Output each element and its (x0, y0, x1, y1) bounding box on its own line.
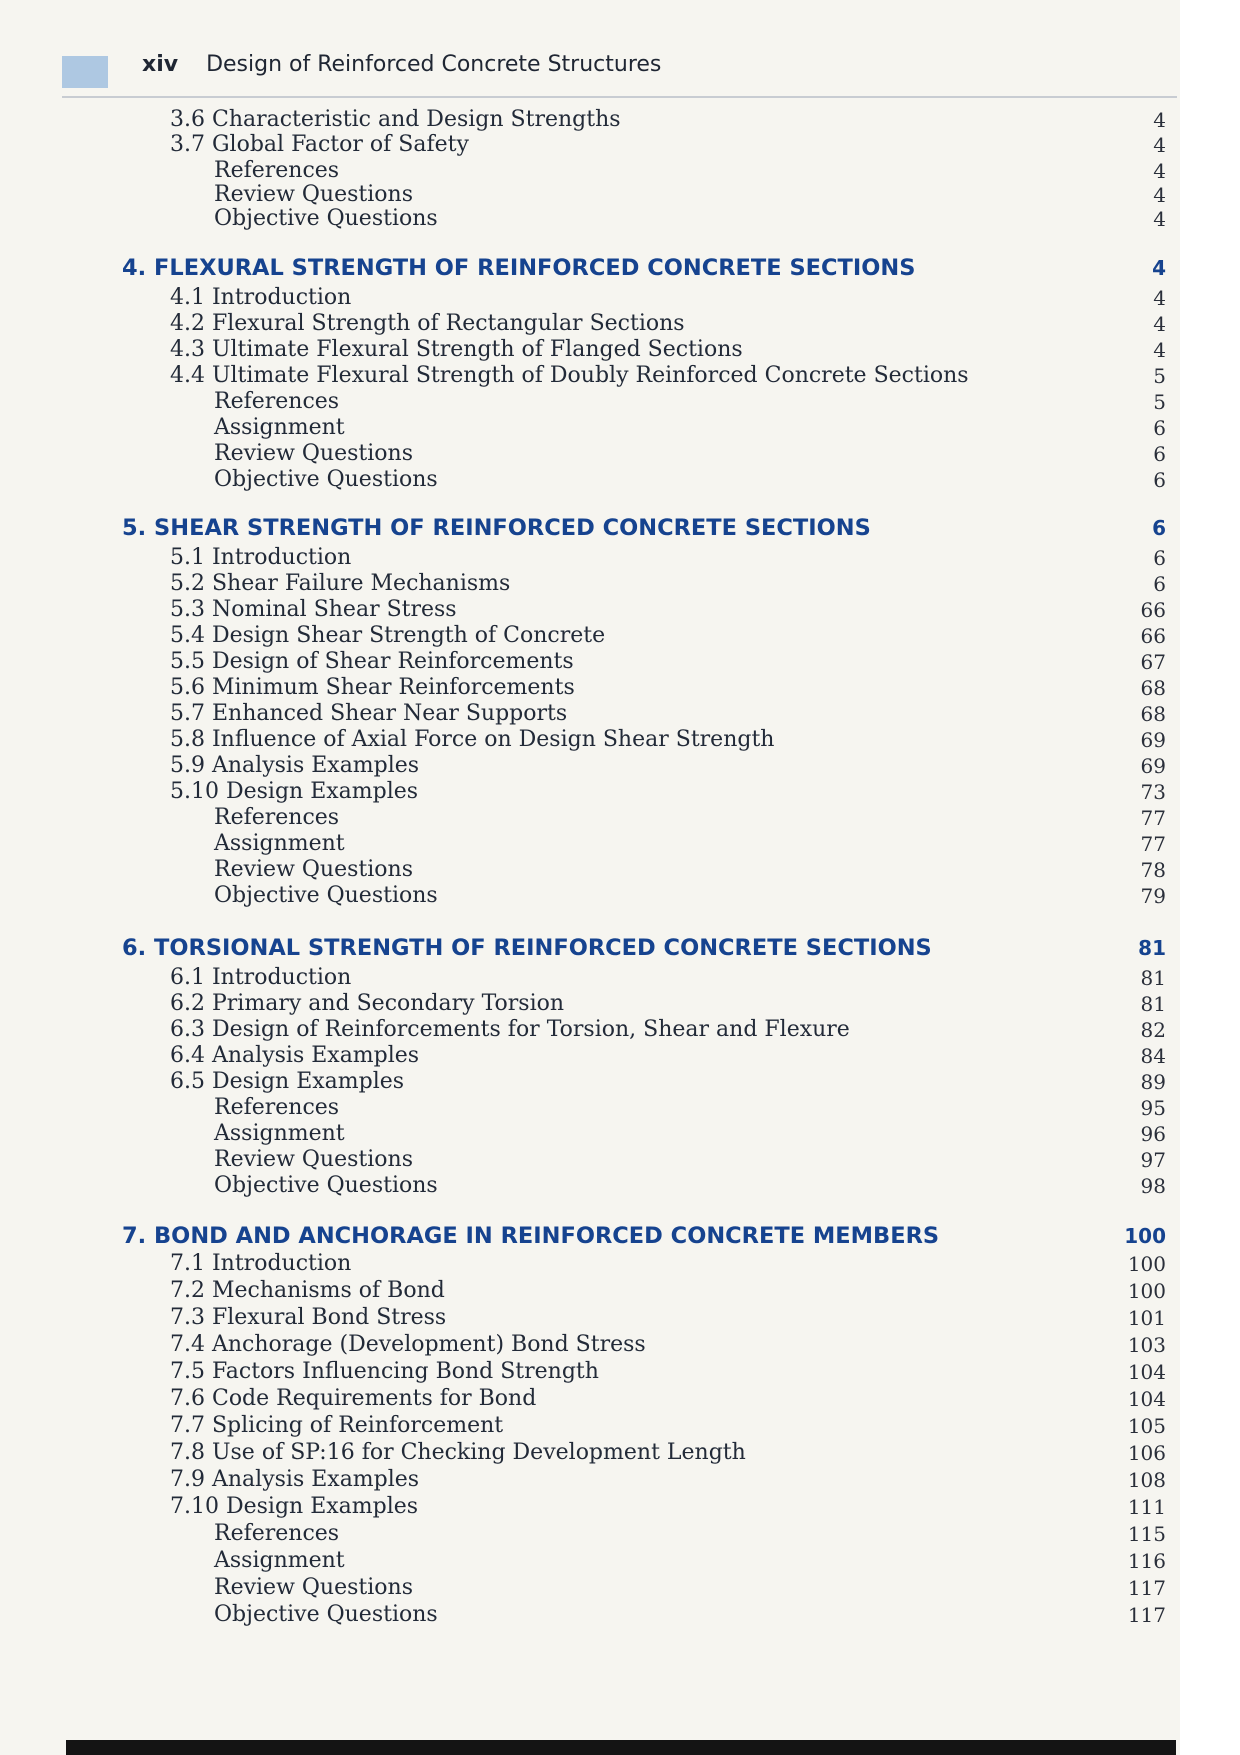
toc-entry (0, 131, 1180, 159)
toc-entry (0, 466, 1180, 494)
toc-entry (0, 648, 1180, 676)
toc-entry-page: 77 (1140, 832, 1166, 856)
toc-entry-page: 4 (1153, 312, 1166, 336)
toc-entry-page: 6 (1153, 572, 1166, 596)
toc-entry-title: 7.3 Flexural Bond Stress (170, 1305, 447, 1330)
toc-entry (0, 1250, 1180, 1278)
toc-entry-title: 6.4 Analysis Examples (170, 1043, 420, 1068)
toc-entry (0, 1520, 1180, 1548)
toc-entry-title: 6.1 Introduction (170, 965, 352, 990)
toc-entry-title: 7. BOND AND ANCHORAGE IN REINFORCED CONCRETE MEMBERS (122, 1223, 940, 1249)
toc-entry-title: 5.3 Nominal Shear Stress (170, 597, 457, 622)
header-rule (62, 96, 1177, 98)
toc-entry-title: Review Questions (214, 857, 413, 882)
toc-entry-page: 89 (1140, 1070, 1166, 1094)
toc-entry-page: 4 (1153, 207, 1166, 231)
toc-entry-title: 7.2 Mechanisms of Bond (170, 1278, 445, 1303)
toc-entry-page: 69 (1140, 728, 1166, 752)
toc-entry (0, 414, 1180, 442)
toc-entry-title: 5.2 Shear Failure Mechanisms (170, 571, 511, 596)
toc-entry-page: 6 (1153, 468, 1166, 492)
toc-entry (0, 1547, 1180, 1575)
toc-entry-page: 104 (1127, 1387, 1166, 1411)
running-header (142, 52, 661, 77)
toc-entry-title: Assignment (214, 415, 345, 440)
toc-entry-page: 79 (1140, 884, 1166, 908)
toc-entry-title: 7.9 Analysis Examples (170, 1467, 420, 1492)
toc-entry (0, 336, 1180, 364)
toc-entry (0, 1574, 1180, 1602)
toc-entry-title: 4.3 Ultimate Flexural Strength of Flanged Sections (170, 337, 743, 362)
toc-entry-page: 4 (1152, 256, 1166, 280)
toc-entry (0, 1358, 1180, 1386)
toc-entry-page: 96 (1140, 1122, 1166, 1146)
toc-entry-title: Objective Questions (214, 467, 438, 492)
toc-entry-page: 115 (1127, 1522, 1166, 1546)
toc-entry-page: 106 (1127, 1441, 1166, 1465)
toc-entry-page: 77 (1140, 806, 1166, 830)
toc-entry-title: 5.10 Design Examples (170, 779, 419, 804)
toc-entry-page: 4 (1153, 108, 1166, 132)
toc-entry-page: 73 (1140, 780, 1166, 804)
toc-entry-page: 81 (1138, 936, 1166, 960)
toc-entry-title: Assignment (214, 831, 345, 856)
toc-entry-page: 6 (1153, 416, 1166, 440)
toc-entry-title: Assignment (214, 1548, 345, 1573)
toc-entry-title: 6.2 Primary and Secondary Torsion (170, 991, 565, 1016)
toc-entry-title: 6.3 Design of Reinforcements for Torsion, Shear and Flexure (170, 1017, 850, 1042)
toc-entry-page: 81 (1140, 966, 1166, 990)
toc-entry-page: 105 (1127, 1414, 1166, 1438)
toc-entry-title: Assignment (214, 1121, 345, 1146)
toc-entry-title: 6. TORSIONAL STRENGTH OF REINFORCED CONCRETE SECTIONS (122, 935, 932, 961)
toc-entry-title: 3.6 Characteristic and Design Strengths (170, 107, 621, 132)
toc-entry (0, 674, 1180, 702)
toc-entry (0, 1042, 1180, 1070)
toc-entry-title: 4.4 Ultimate Flexural Strength of Doubly Reinforced Concrete Sections (170, 363, 969, 388)
toc-entry-page: 6 (1153, 546, 1166, 570)
page-bottom-edge (66, 1740, 1176, 1755)
toc-entry-page: 100 (1127, 1252, 1166, 1276)
toc-entry-page: 4 (1153, 338, 1166, 362)
toc-entry-title: 5.6 Minimum Shear Reinforcements (170, 675, 575, 700)
toc-chapter-entry (0, 254, 1180, 282)
toc-entry (0, 1331, 1180, 1359)
toc-entry (0, 284, 1180, 312)
toc-entry (0, 205, 1180, 233)
toc-entry (0, 1466, 1180, 1494)
toc-entry-page: 78 (1140, 858, 1166, 882)
toc-entry-title: Review Questions (214, 1575, 413, 1600)
toc-entry (0, 856, 1180, 884)
toc-entry (0, 1601, 1180, 1629)
toc-entry-page: 66 (1140, 598, 1166, 622)
toc-entry (0, 106, 1180, 134)
toc-entry (0, 1412, 1180, 1440)
toc-entry (0, 1172, 1180, 1200)
toc-entry (0, 440, 1180, 468)
toc-entry-title: 5.4 Design Shear Strength of Concrete (170, 623, 606, 648)
toc-entry-page: 4 (1153, 133, 1166, 157)
toc-entry-title: 7.7 Splicing of Reinforcement (170, 1413, 504, 1438)
toc-entry-page: 82 (1140, 1018, 1166, 1042)
toc-entry-page: 116 (1127, 1549, 1166, 1573)
toc-entry (0, 1094, 1180, 1122)
toc-entry-title: 6.5 Design Examples (170, 1069, 405, 1094)
toc-entry (0, 804, 1180, 832)
toc-chapter-entry (0, 934, 1180, 962)
toc-entry-title: 5.7 Enhanced Shear Near Supports (170, 701, 568, 726)
toc-entry-page: 68 (1140, 676, 1166, 700)
toc-entry-page: 84 (1140, 1044, 1166, 1068)
page-label: xiv (142, 52, 179, 77)
toc-entry-page: 117 (1127, 1576, 1166, 1600)
toc-chapter-entry (0, 514, 1180, 542)
toc-entry-page: 100 (1124, 1224, 1166, 1248)
toc-entry-page: 5 (1153, 390, 1166, 414)
book-title: Design of Reinforced Concrete Structures (206, 52, 662, 77)
toc-entry (0, 990, 1180, 1018)
toc-entry (0, 1146, 1180, 1174)
toc-entry-page: 69 (1140, 754, 1166, 778)
toc-entry-page: 95 (1140, 1096, 1166, 1120)
toc-entry (0, 310, 1180, 338)
toc-entry-title: Review Questions (214, 441, 413, 466)
toc-entry-page: 68 (1140, 702, 1166, 726)
toc-entry (0, 1304, 1180, 1332)
toc-entry-page: 4 (1153, 183, 1166, 207)
toc-entry-page: 111 (1127, 1495, 1166, 1519)
toc-entry-page: 67 (1140, 650, 1166, 674)
toc-entry (0, 596, 1180, 624)
toc-entry-title: References (214, 1521, 340, 1546)
toc-entry-title: Objective Questions (214, 206, 438, 231)
toc-entry (0, 1016, 1180, 1044)
toc-entry-page: 66 (1140, 624, 1166, 648)
toc-entry-title: Objective Questions (214, 883, 438, 908)
toc-entry-page: 100 (1127, 1279, 1166, 1303)
toc-entry-page: 6 (1152, 516, 1166, 540)
toc-entry (0, 1493, 1180, 1521)
toc-entry-title: 3.7 Global Factor of Safety (170, 132, 469, 157)
toc-entry-title: 7.6 Code Requirements for Bond (170, 1386, 537, 1411)
toc-entry-page: 108 (1127, 1468, 1166, 1492)
toc-entry (0, 830, 1180, 858)
toc-entry-title: 5. SHEAR STRENGTH OF REINFORCED CONCRETE SECTIONS (122, 515, 871, 541)
toc-entry-title: References (214, 158, 340, 183)
toc-entry-page: 6 (1153, 442, 1166, 466)
toc-entry (0, 388, 1180, 416)
toc-entry-page: 117 (1127, 1603, 1166, 1627)
toc-entry-title: References (214, 389, 340, 414)
toc-entry (0, 362, 1180, 390)
toc-entry-page: 4 (1153, 159, 1166, 183)
toc-entry (0, 1068, 1180, 1096)
toc-entry-page: 81 (1140, 992, 1166, 1016)
toc-entry-title: Objective Questions (214, 1602, 438, 1627)
toc-chapter-entry (0, 1222, 1180, 1250)
toc-entry-title: 7.10 Design Examples (170, 1494, 419, 1519)
toc-entry-title: Objective Questions (214, 1173, 438, 1198)
toc-entry (0, 1439, 1180, 1467)
toc-entry (0, 570, 1180, 598)
toc-entry (0, 700, 1180, 728)
toc-entry-page: 104 (1127, 1360, 1166, 1384)
toc-entry-title: 7.5 Factors Influencing Bond Strength (170, 1359, 599, 1384)
header-color-tab (62, 56, 108, 88)
toc-entry-title: 4.1 Introduction (170, 285, 352, 310)
toc-entry-title: 7.4 Anchorage (Development) Bond Stress (170, 1332, 646, 1357)
toc-entry (0, 1385, 1180, 1413)
toc-entry (0, 964, 1180, 992)
toc-entry-title: 7.8 Use of SP:16 for Checking Development Length (170, 1440, 746, 1465)
toc-entry-page: 101 (1127, 1306, 1166, 1330)
toc-entry-title: 4. FLEXURAL STRENGTH OF REINFORCED CONCRETE SECTIONS (122, 255, 916, 281)
toc-entry (0, 544, 1180, 572)
toc-entry-page: 97 (1140, 1148, 1166, 1172)
toc-entry-title: 5.8 Influence of Axial Force on Design Shear Strength (170, 727, 775, 752)
toc-entry-title: 5.5 Design of Shear Reinforcements (170, 649, 574, 674)
toc-entry-page: 4 (1153, 286, 1166, 310)
toc-entry-title: 7.1 Introduction (170, 1251, 352, 1276)
toc-entry (0, 778, 1180, 806)
toc-entry-page: 98 (1140, 1174, 1166, 1198)
scan-margin (1180, 0, 1240, 1755)
toc-entry-title: 5.9 Analysis Examples (170, 753, 420, 778)
toc-entry (0, 752, 1180, 780)
toc-entry-title: 5.1 Introduction (170, 545, 352, 570)
toc-entry (0, 882, 1180, 910)
toc-entry-title: References (214, 805, 340, 830)
toc-entry-page: 5 (1153, 364, 1166, 388)
toc-entry-title: Review Questions (214, 1147, 413, 1172)
toc-entry (0, 726, 1180, 754)
toc-entry-page: 103 (1127, 1333, 1166, 1357)
toc-entry-title: References (214, 1095, 340, 1120)
toc-entry (0, 1120, 1180, 1148)
toc-entry-title: Review Questions (214, 182, 413, 207)
toc-entry-title: 4.2 Flexural Strength of Rectangular Sections (170, 311, 685, 336)
toc-entry (0, 1277, 1180, 1305)
toc-entry (0, 622, 1180, 650)
